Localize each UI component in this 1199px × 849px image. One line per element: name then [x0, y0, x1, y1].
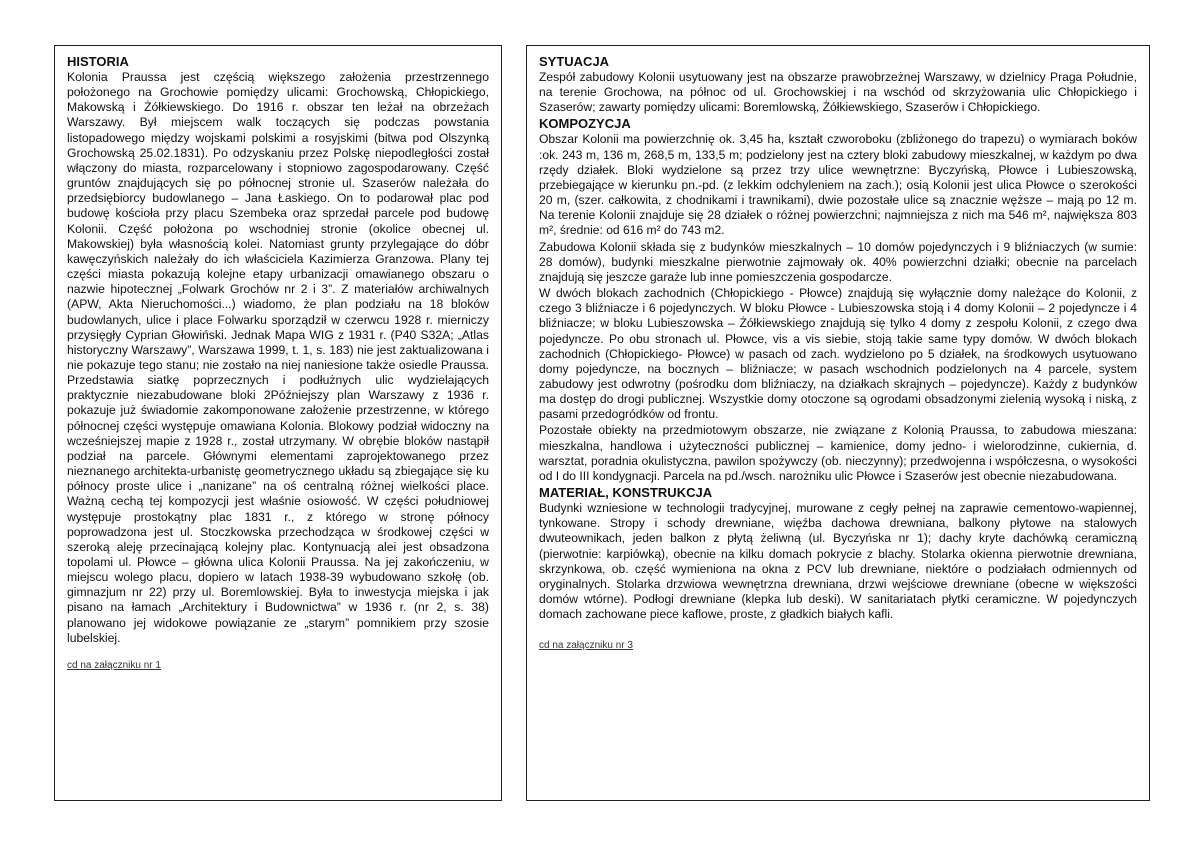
situation-heading: SYTUACJA — [539, 54, 610, 69]
composition-text-3: W dwóch blokach zachodnich (Chłopickiego - Płowce) znajdują się wyłącznie domy należące do Kolonii, z czego 3 bliźniacze i 6 pojedynczych. W bloku Płowce - Lubieszowska stoją i 4 domy Kolonii – 2 pojedyncze i 4 bliźniacze; w bloku Lubieszowska – Żółkiewskiego znajdują się tylko 4 domy z zespołu Kolonii, z czego dwa pojedyncze. Po obu stronach ul. Płowce, vis a vis siebie, stoją takie same typy domów. W dwóch blokach zachodnich (Chłopickiego- Płowce) w pasach od zach. wydzielono po 5 działek, na środkowych usytuowano domy pojedyncze, na bocznych – bliźniacze; w pasach wschodnich podzielonych na 4 parcele, system zabudowy jest odwrotny (pośrodku dom bliźniaczy, na działkach skrajnych – pojedyncze). Każdy z budynków ma dostęp do drogi publicznej. Wszystkie domy otoczone są ogrodami obsadzonymi zielenią wysoką i niską, z pasami przedogródków od frontu. — [539, 286, 1137, 422]
description-panel — [526, 45, 1150, 801]
material-heading: MATERIAŁ, KONSTRUKCJA — [539, 485, 713, 501]
history-text: Kolonia Praussa jest częścią większego założenia przestrzennego położonego na Grochowie pomiędzy ulicami: Grochowską, Chłopickiego, Makowską i Żółkiewskiego. Do 1916 r. obszar ten leżał na obrzeżach Warszawy. Był miejscem walk toczących się podczas powstania listopadowego między wojskami polskimi a rosyjskimi (bitwa pod Olszynką Grochowską 25.02.1831). Po odzyskaniu przez Polskę niepodległości został włączony do miasta, rozparcelowany i stopniowo zagospodarowany. Część gruntów znajdujących się po północnej stronie ul. Szaserów należała do przedsiębiorcy budowlanego – Jana Łaskiego. On to podarował plac pod budowę kościoła przy placu Szembeka oraz sprzedał parcele pod budowę Kolonii. Część położona po wschodniej stronie (okolice obecnej ul. Makowskiej) była własnością kolei. Natomiast grunty przylegające do dóbr kawęczyńskich należały do ich właściciela Kazimierza Granzowa. Plany tej części miasta pokazują kolejne etapy urbanizacji omawianego obszaru o nazwie hipotecznej „Folwark Grochów nr 2 i 3”. Z materiałów archiwalnych (APW, Akta Nieruchomości...) wiadomo, że plan podziału na 18 bloków budowlanych, ulice i place Folwarku sporządził w czerwcu 1928 r. mierniczy przysięgły Cyprian Głowiński. Jednak Mapa WIG z 1931 r. (P40 S32A; „Atlas historyczny Warszawy”, Warszawa 1999, t. 1, s. 183) nie jest zaktualizowana i nie pokazuje tego stanu; nie zostało na niej naniesione także osiedle Praussa. Przedstawia siatkę poprzecznych i podłużnych ulic wydzielających praktycznie niezabudowane bloki 2Późniejszy plan Warszawy z 1936 r. pokazuje już świadomie zakomponowane założenie przestrzenne, w którego północnej części występuje omawiana Kolonia. Blokowy podział widoczny na wcześniejszej mapie z 1928 r., został utrzymany. W obrębie bloków nastąpił podział na parcele. Głównymi elementami zaprojektowanego przez nieznanego architekta-urbanistę geometrycznego układu są zbiegające się ku północy proste ulice i „nanizane” na oś centralną różnej wielkości place. Ważną cechą tej kompozycji jest właśnie osiowość. W części południowej występuje prostokątny plac 1831 r., z którego w stronę północy poprowadzona jest ul. Stoczkowska przechodząca w środkowej części w szeroką aleję przecinającą kolejny plac. Kontynuacją alei jest obsadzona topolami ul. Płowce – główna ulica Kolonii Praussa. Na jej zakończeniu, w miejscu wolego placu, dopiero w latach 1938-39 wybudowano szkołę (ob. gimnazjum nr 22) przy ul. Boremlowskiej. Była to inwestycja miejska i jak pisano na łamach „Architektury i Budownictwa” w 1936 r. (nr 2, s. 38) planowano jej widokowe powiązanie ze „starym” pomnikiem przy szosie lubelskiej. — [67, 70, 489, 645]
situation-text: Zespół zabudowy Kolonii usytuowany jest na obszarze prawobrzeżnej Warszawy, w dzielnicy Praga Południe, na terenie Grochowa, na północ od ul. Grochowskiej i na wschód od skrzyżowania ulic Chłopickiego i Szaserów; zawarty pomiędzy ulicami: Boremlowską, Żółkiewskiego, Szaserów i Chłopickiego. — [539, 70, 1137, 115]
composition-text-4: Pozostałe obiekty na przedmiotowym obszarze, nie związane z Kolonią Praussa, to zabudowa mieszana: mieszkalna, handlowa i użyteczności publicznej – kamienice, domy jedno- i wielorodzinne, cukiernia, d. warsztat, poradnia okulistyczna, pawilon spożywczy (ob. nieczynny); przedwojenna i współczesna, o wysokości od I do III kondygnacji. Parcela na pd./wsch. narożniku ulic Płowce i Szaserów jest obecnie niezabudowana. — [539, 423, 1137, 483]
description-attachment-ref: cd na załączniku nr 3 — [539, 640, 633, 652]
history-heading: HISTORIA — [67, 54, 129, 69]
composition-text-1: Obszar Kolonii ma powierzchnię ok. 3,45 ha, kształt czworoboku (zbliżonego do trapezu) o wymiarach boków :ok. 243 m, 136 m, 268,5 m, 133,5 m; podzielony jest na cztery bloki zabudowy mieszkalnej, w każdym po dwa rzędy działek. Bloki wydzielone są przez trzy ulice wewnętrzne: Byczyńską, Płowce i Lubieszowską, przebiegające w kierunku pn.-pd. (z lekkim odchyleniem na zach.); osią Kolonii jest ulica Płowce o szerokości 20 m, (szer. całkowita, z chodnikami i trawnikami), dwie pozostałe ulice są znacznie węższe – mają po 12 m. Na terenie Kolonii znajduje się 28 działek o różnej powierzchni; najmniejsza z nich ma 546 m², największa 803 m², średnie: od 616 m² do 743 m2. — [539, 132, 1137, 238]
history-panel — [54, 45, 502, 801]
material-text: Budynki wzniesione w technologii tradycyjnej, murowane z cegły pełnej na zaprawie cementowo-wapiennej, tynkowane. Stropy i schody drewniane, więźba dachowa drewniana, balkony płytowe na stalowych dwuteownikach, jeden balkon z płytą żeliwną (ul. Byczyńska nr 1); dachy kryte dachówką ceramiczną (pierwotnie: karpiówką), obecnie na kilku domach pokrycie z blachy. Stolarka okienna pierwotnie drewniana, skrzynkowa, ob. część wymieniona na okna z PCV lub drewniane, niektóre o podziałach odmiennych od oryginalnych. Stolarka drzwiowa wewnętrzna drewniana, drzwi wejściowe drewniane (obecne w większości domów wtórne). Podłogi drewniane (klepka lub deski). W sanitariatach płytki ceramiczne. W pojedynczych domach zachowane piece kaflowe, proste, z gładkich białych kafli. — [539, 501, 1137, 622]
composition-heading: KOMPOZYCJA — [539, 116, 631, 132]
history-attachment-ref: cd na załączniku nr 1 — [67, 659, 161, 671]
composition-text-2: Zabudowa Kolonii składa się z budynków mieszkalnych – 10 domów pojedynczych i 9 bliźniaczych (w sumie: 28 domów), budynki mieszkalne pierwotnie zajmowały ok. 40% powierzchni działki; obecnie na parcelach znajdują się jeszcze garaże lub inne pomieszczenia gospodarcze. — [539, 239, 1137, 284]
